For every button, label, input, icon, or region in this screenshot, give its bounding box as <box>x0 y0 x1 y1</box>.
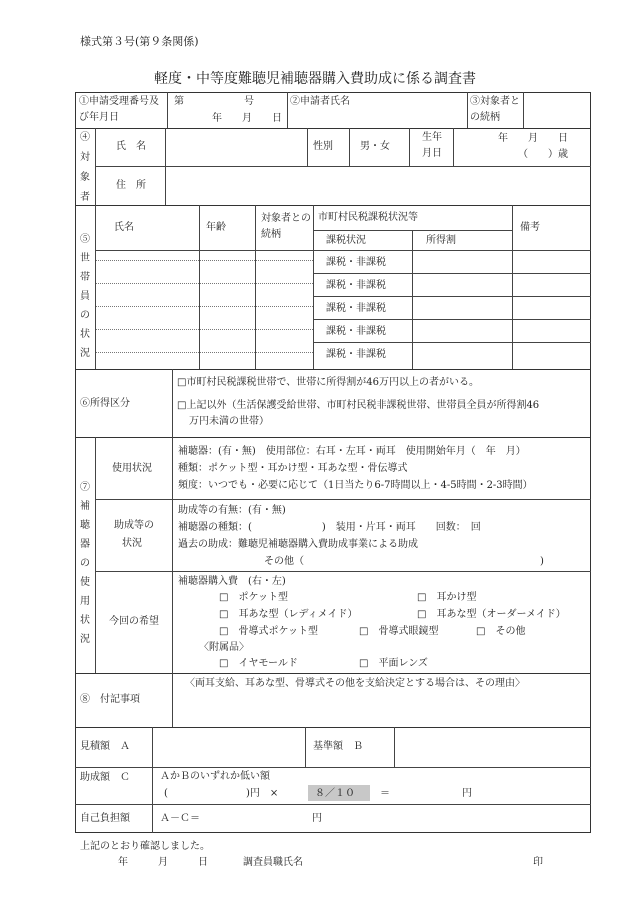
usage-status-line: 種類：ポケット型・耳かけ型・耳あな型・骨伝導式 <box>178 463 408 474</box>
wish-option: □ 耳あな型（レディメイド） <box>219 609 358 620</box>
investigator-label: 調査員職氏名 <box>243 857 303 868</box>
household-col-tax-group: 市町村民税課税状況等 <box>318 212 418 223</box>
wish-label: 今回の希望 <box>109 616 159 627</box>
tax-status-row: 課税・非課税 <box>326 349 386 360</box>
wish-option: □ ポケット型 <box>219 592 288 603</box>
household-col-name: 氏名 <box>114 222 134 233</box>
wish-option: □ イヤモールド <box>219 658 298 669</box>
wish-option: □ 平面レンズ <box>359 658 428 669</box>
subject-name-label: 氏 名 <box>116 141 146 152</box>
tax-status-row: 課税・非課税 <box>326 326 386 337</box>
income-option-1: □市町村民税課税世帯で、世帯に所得割が46万円以上の者がいる。 <box>177 377 479 388</box>
household-col-tax-status: 課税状況 <box>326 235 366 246</box>
wish-option: □ 骨導式眼鏡型 <box>359 626 439 637</box>
subsidy-status-label-2: 状況 <box>122 538 142 549</box>
accessories-label: 〈附属品〉 <box>199 642 249 653</box>
usage-status-line: 補聴器：(有・無) 使用部位：右耳・左耳・両耳 使用開始年月（ 年 月） <box>178 446 526 457</box>
subsidy-amount-label: 助成額 Ｃ <box>80 772 130 783</box>
household-col-income-tax: 所得割 <box>426 235 456 246</box>
notes-label: ⑧ 付記事項 <box>80 694 140 705</box>
subsidy-line: 助成等の有無：(有・無) <box>178 505 286 516</box>
seal-mark: 印 <box>533 857 543 868</box>
household-col-relation: 対象者との続柄 <box>261 213 311 240</box>
gender-label: 性別 <box>313 141 333 152</box>
subsidy-ratio: ８／１０ <box>315 788 355 799</box>
form-number: 様式第３号(第９条関係) <box>80 35 199 48</box>
tax-status-row: 課税・非課税 <box>326 280 386 291</box>
tax-status-row: 課税・非課税 <box>326 303 386 314</box>
wish-option: □ 耳あな型（オーダーメイド） <box>417 609 566 620</box>
household-col-remarks: 備考 <box>520 222 540 233</box>
usage-status-line: 頻度：いつでも・必要に応じて（1日当たり6-7時間以上・4-5時間・2-3時間） <box>178 480 533 491</box>
wish-option: □ その他 <box>476 626 526 637</box>
subsidy-line-close: ) <box>540 556 544 567</box>
subsidy-paren-close: )円 × <box>246 788 279 799</box>
tax-status-row: 課税・非課税 <box>326 257 386 268</box>
self-pay-label: 自己負担額 <box>80 813 130 824</box>
subsidy-paren-open: ( <box>164 788 168 799</box>
subsidy-line: 補聴器の種類：( ) 装用・片耳・両耳 回数： 回 <box>178 522 481 533</box>
subject-section-label: ④対象者 <box>80 132 90 203</box>
birth-date-value: 年 月 日 <box>498 133 568 144</box>
usage-status-label: 使用状況 <box>112 463 152 474</box>
notes-text: 〈両耳支給、耳あな型、骨導式その他を支給決定とする場合は、その理由〉 <box>185 678 525 689</box>
household-section-label: ⑤世帯員の状況 <box>80 234 90 359</box>
age-value: （ ）歳 <box>518 149 568 160</box>
subsidy-rule: ＡかＢのいずれか低い額 <box>160 771 270 782</box>
relation-label: ③対象者との続柄 <box>470 96 520 123</box>
page-title: 軽度・中等度難聴児補聴器購入費助成に係る調査書 <box>154 71 476 87</box>
self-pay-yen: 円 <box>312 813 322 824</box>
standard-amount-label: 基準額 Ｂ <box>313 741 363 752</box>
confirmation-text: 上記のとおり確認しました。 <box>80 841 210 852</box>
income-option-2: □上記以外（生活保護受給世帯、市町村民税非課税世帯、世帯員全員が所得割46 <box>177 400 540 411</box>
usage-section-label: ⑦補聴器の使用状況 <box>80 482 90 645</box>
subsidy-yen: 円 <box>462 788 472 799</box>
wish-option: □ 耳かけ型 <box>417 592 477 603</box>
address-label: 住 所 <box>116 180 146 191</box>
confirmation-date: 年 月 日 <box>118 857 208 868</box>
estimate-amount-label: 見積額 Ａ <box>80 741 130 752</box>
wish-option: □ 骨導式ポケット型 <box>219 626 318 637</box>
subsidy-line: 過去の助成：難聴児補聴器購入費助成事業による助成 <box>178 539 418 550</box>
subsidy-equals: ＝ <box>380 788 390 799</box>
receipt-number: 第 号 <box>174 96 254 107</box>
self-pay-formula: Ａ－Ｃ＝ <box>160 813 200 824</box>
household-col-age: 年齢 <box>206 222 226 233</box>
receipt-date: 年 月 日 <box>212 113 282 124</box>
receipt-label: ①申請受理番号及び年月日 <box>79 96 159 123</box>
income-category-label: ⑥所得区分 <box>80 398 130 409</box>
birth-date-label: 生年月日 <box>422 132 442 159</box>
wish-line: 補聴器購入費 (右・左) <box>178 576 286 587</box>
gender-value: 男・女 <box>360 141 390 152</box>
income-option-2-cont: 万円未満の世帯） <box>189 416 269 427</box>
subsidy-line: その他（ <box>264 556 304 567</box>
subsidy-status-label: 助成等の <box>114 520 154 531</box>
applicant-name-label: ②申請者氏名 <box>290 96 350 107</box>
